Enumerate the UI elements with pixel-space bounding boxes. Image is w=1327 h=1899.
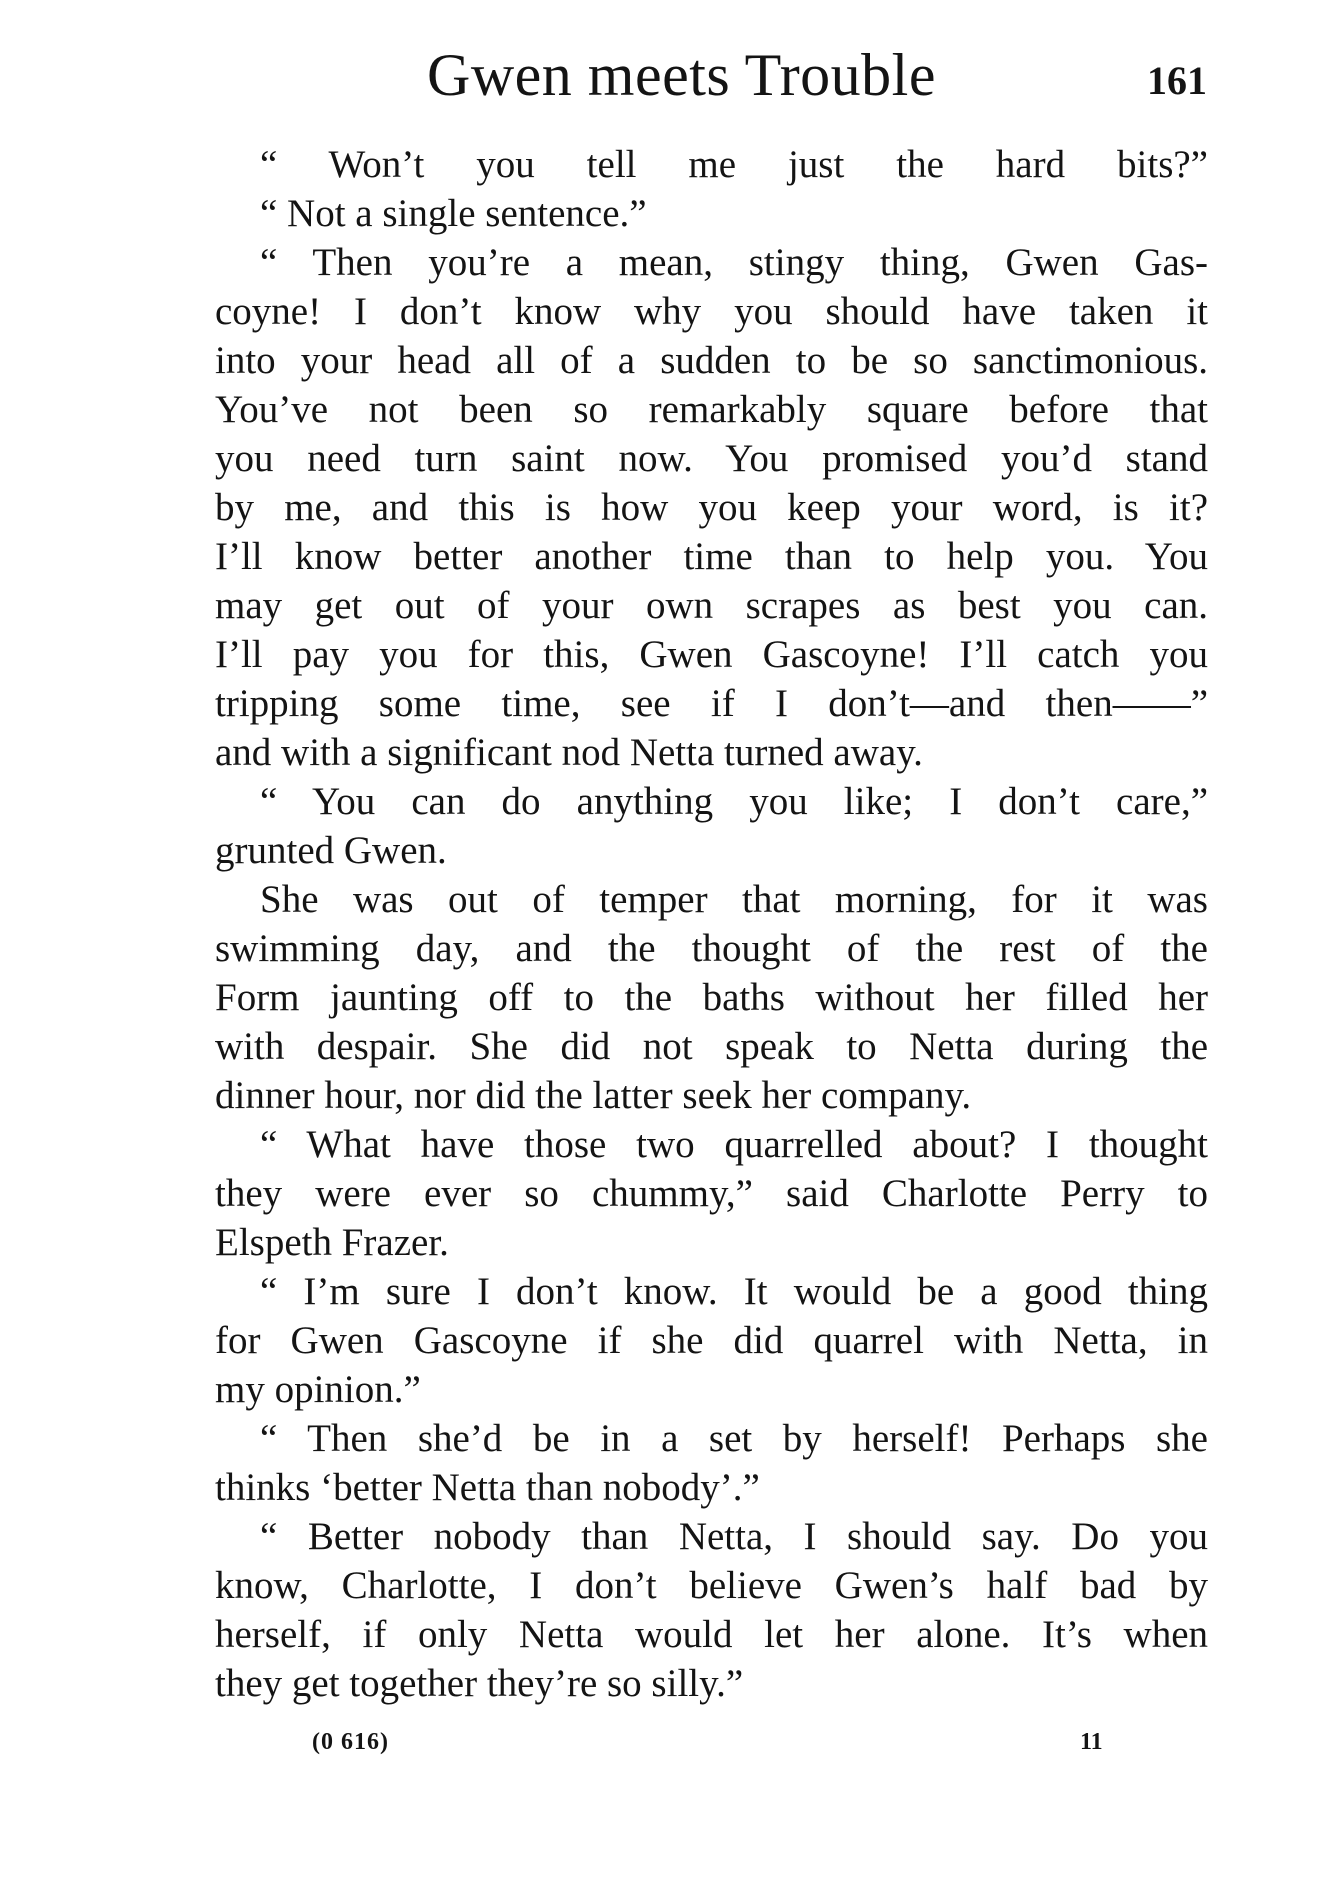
- text-line: they get together they’re so silly.”: [215, 1662, 744, 1705]
- signature-line: [0, 1722, 1327, 1762]
- text-line: thinks ‘better Netta than nobody’.”: [215, 1466, 760, 1509]
- text-line: “ Then she’d be in a set by herself! Perhaps she: [260, 1417, 1208, 1460]
- text-line: “ I’m sure I don’t know. It would be a good thing: [260, 1270, 1208, 1313]
- text-line: you need turn saint now. You promised you’d stand: [215, 437, 1208, 480]
- text-line: Form jaunting off to the baths without her filled her: [215, 976, 1208, 1019]
- text-line: and with a significant nod Netta turned away.: [215, 731, 923, 774]
- text-line: “ Not a single sentence.”: [260, 192, 647, 235]
- text-line: may get out of your own scrapes as best you can.: [215, 584, 1208, 627]
- text-line: my opinion.”: [215, 1368, 421, 1411]
- text-line: “ Won’t you tell me just the hard bits?”: [260, 143, 1208, 186]
- text-line: I’ll pay you for this, Gwen Gascoyne! I’ll catch you: [215, 633, 1208, 676]
- text-line: grunted Gwen.: [215, 829, 447, 872]
- text-line: with despair. She did not speak to Netta during the: [215, 1025, 1208, 1068]
- text-line: “ Better nobody than Netta, I should say. Do you: [260, 1515, 1208, 1558]
- running-title: Gwen meets Trouble: [427, 42, 936, 108]
- signature-number: 11: [1080, 1729, 1103, 1755]
- text-line: swimming day, and the thought of the rest of the: [215, 927, 1208, 970]
- text-line: You’ve not been so remarkably square before that: [215, 388, 1208, 431]
- printer-signature-mark: (0 616): [312, 1729, 389, 1755]
- text-line: “ Then you’re a mean, stingy thing, Gwen Gas-: [260, 241, 1208, 284]
- running-head: [0, 40, 1327, 110]
- text-line: “ What have those two quarrelled about? I thought: [260, 1123, 1208, 1166]
- text-line: “ You can do anything you like; I don’t care,”: [260, 780, 1208, 823]
- text-line: know, Charlotte, I don’t believe Gwen’s half bad by: [215, 1564, 1208, 1607]
- text-line: for Gwen Gascoyne if she did quarrel with Netta, in: [215, 1319, 1208, 1362]
- text-line: into your head all of a sudden to be so sanctimonious.: [215, 339, 1208, 382]
- text-line: dinner hour, nor did the latter seek her company.: [215, 1074, 972, 1117]
- text-line: herself, if only Netta would let her alone. It’s when: [215, 1613, 1208, 1656]
- text-line: coyne! I don’t know why you should have taken it: [215, 290, 1208, 333]
- text-line: She was out of temper that morning, for it was: [260, 878, 1208, 921]
- body-text: [215, 140, 1208, 1708]
- text-line: Elspeth Frazer.: [215, 1221, 449, 1264]
- page-number: 161: [1147, 58, 1207, 103]
- text-line: tripping some time, see if I don’t—and then——”: [215, 682, 1208, 725]
- text-line: I’ll know better another time than to help you. You: [215, 535, 1208, 578]
- text-line: they were ever so chummy,” said Charlotte Perry to: [215, 1172, 1208, 1215]
- text-line: by me, and this is how you keep your word, is it?: [215, 486, 1208, 529]
